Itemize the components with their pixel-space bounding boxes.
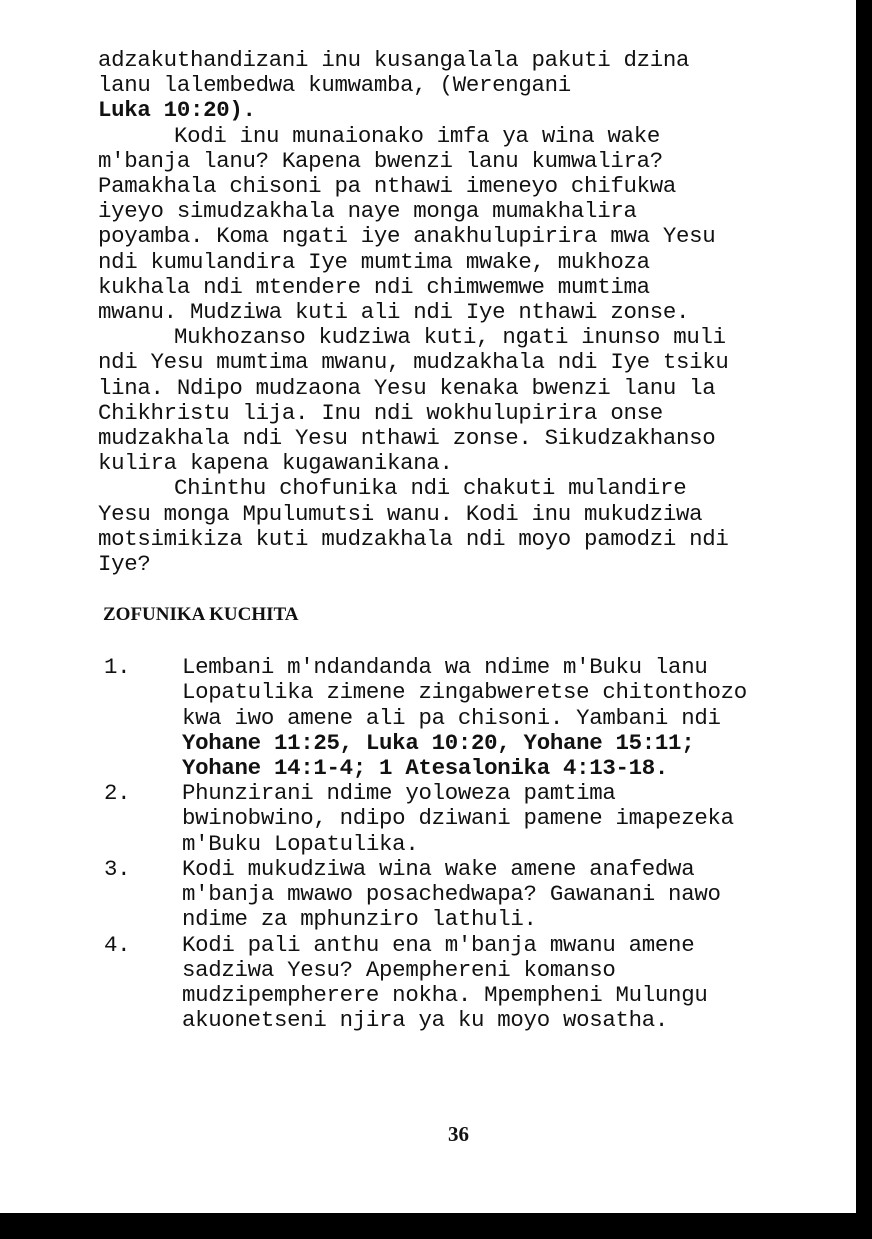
question-1-text: Lembani m'ndandanda wa ndime m'Buku lanu Lopatulika zimene zingabweretse chitonthozo kwa iwo amene ali pa chisoni. Yambani ndi [182,654,747,731]
question-text [182,655,840,781]
page-number: 36 [448,1122,469,1146]
question-item [104,857,840,933]
paragraph-2: Kodi inu munaionako imfa ya wina wake m'banja lanu? Kapena bwenzi lanu kumwalira? Pamakhala chisoni pa nthawi imeneyo chifukwa iyeyo simudzakhala naye monga mumakhalira poyamba. Koma ngati iye anakhulupirira mwa Yesu ndi kumulandira Iye mumtima mwake, mukhoza kukhala ndi mtendere ndi chimwemwe mumtima mwanu. Mudziwa kuti ali ndi Iye nthawi zonse. [98,122,716,326]
question-item [104,933,840,1034]
paragraph-3: Mukhozanso kudziwa kuti, ngati inunso muli ndi Yesu mumtima mwanu, mudzakhala ndi Iye tsiku lina. Ndipo mudzaona Yesu kenaka bwenzi lanu la Chikhristu lija. Inu ndi wokhulupirira onse mudzakhala ndi Yesu nthawi zonse. Sikudzakhanso kulira kapena kugawanikana. [98,324,729,477]
scan-edge-bottom [0,1213,872,1239]
question-text: Kodi pali anthu ena m'banja mwanu amene sadziwa Yesu? Apemphereni komanso mudzipempherere nokha. Mpempheni Mulungu akuonetseni njira ya ku moyo wosatha. [182,931,708,1034]
question-number: 2. [104,780,131,807]
question-text: Kodi mukudziwa wina wake amene anafedwa m'banja mwawo posachedwapa? Gawanani nawo ndime za mphunziro lathuli. [182,855,721,933]
scan-edge-right [856,0,872,1239]
question-item [104,781,840,857]
paragraph-1-text: adzakuthandizani inu kusangalala pakuti dzina lanu lalembedwa kumwamba, (Werengani [98,47,690,99]
question-number: 3. [104,855,131,882]
question-number: 1. [104,654,131,681]
page-body [98,48,840,1033]
question-item [104,655,840,781]
section-heading: ZOFUNIKA KUCHITA [103,604,299,626]
paragraph-1 [98,48,840,124]
question-1-references: Yohane 11:25, Luka 10:20, Yohane 15:11; Yohane 14:1-4; 1 Atesalonika 4:13-18. [182,729,695,782]
question-text: Phunzirani ndime yoloweza pamtima bwinobwino, ndipo dziwani pamene imapezeka m'Buku Lopatulika. [182,780,734,857]
scripture-reference: Luka 10:20). [98,97,256,124]
question-list [104,655,840,1033]
paragraph-4: Chinthu chofunika ndi chakuti mulandire Yesu monga Mpulumutsi wanu. Kodi inu mukudziwa motsimikiza kuti mudzakhala ndi moyo pamodzi ndi Iye? [98,475,729,578]
question-number: 4. [104,931,131,958]
